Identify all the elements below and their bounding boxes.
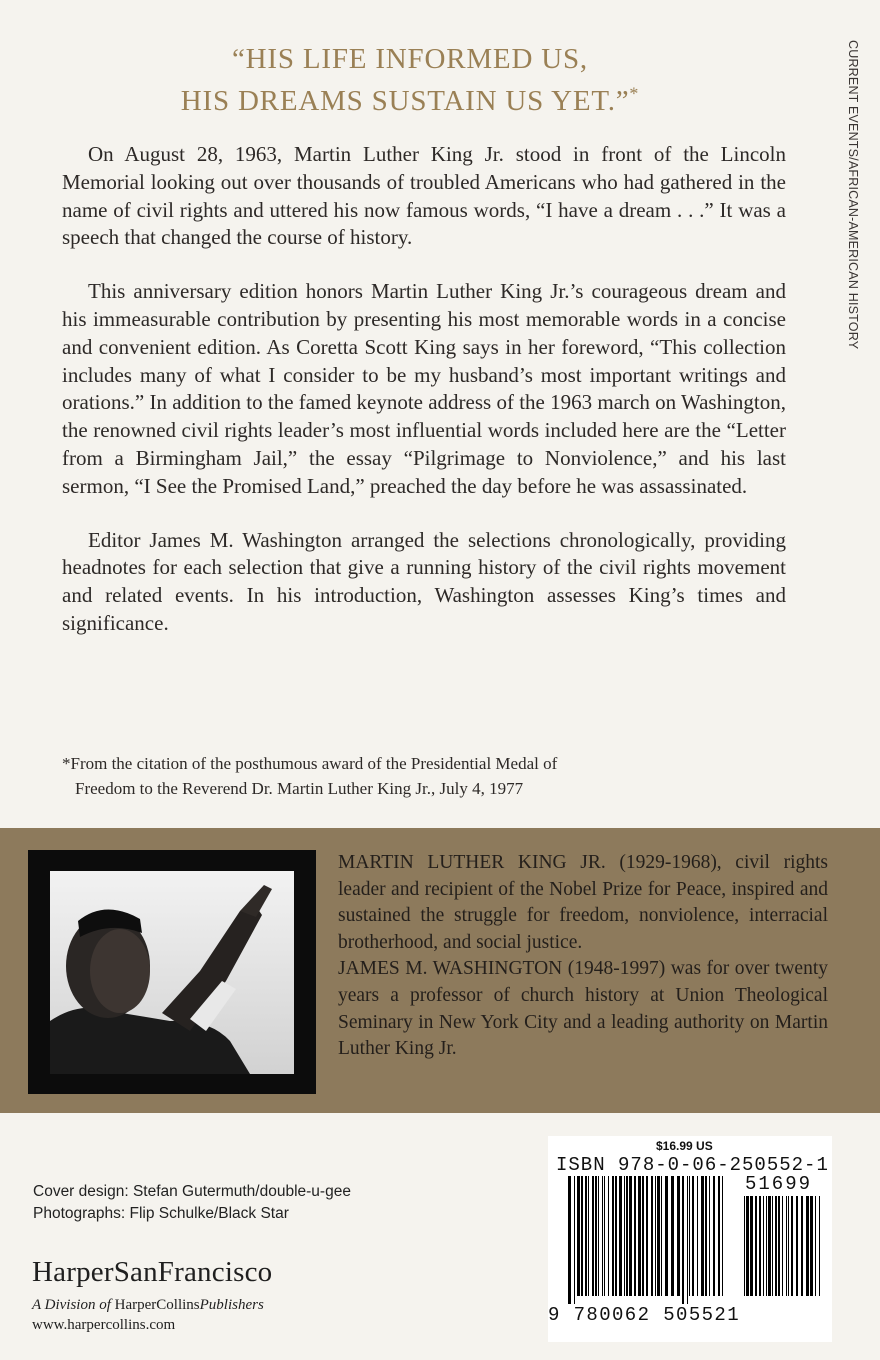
footnote xyxy=(62,751,762,801)
barcode-bar xyxy=(642,1176,644,1296)
barcode-bar xyxy=(608,1176,609,1296)
barcode-bar xyxy=(772,1196,773,1296)
barcode-bar xyxy=(791,1196,793,1296)
barcode-bar xyxy=(810,1196,813,1296)
bio-washington: JAMES M. WASHINGTON (1948-1997) was for over twenty years a professor of church history at Union Theological Seminary in New York City and a leading authority on Martin Luther King Jr. xyxy=(338,958,828,1060)
quote-line-2-text: HIS DREAMS SUSTAIN US YET.” xyxy=(180,85,630,117)
barcode-bar xyxy=(722,1176,723,1296)
category-label: CURRENT EVENTS/AFRICAN-AMERICAN HISTORY xyxy=(846,40,860,350)
paragraph-2: This anniversary edition honors Martin Luther King Jr.’s courageous dream and his immeasurable contribution by presenting his most memorable words in a concise and convenient edition. As Coretta Scott King says in her foreword, “This collection includes many of what I consider to be my husband’s most important writings and orations.” In addition to the famed keynote address of the 1963 march on Washington, the renowned civil rights leader’s most influential words included here are the “Letter from a Birmingham Jail,” the essay “Pilgrimage to Nonviolence,” and his last sermon, “I See the Promised Land,” preached the day before he was assassinated. xyxy=(62,279,786,498)
barcode-bar xyxy=(581,1176,583,1296)
addon-barcode-bars xyxy=(744,1196,824,1304)
barcode-bar xyxy=(718,1176,720,1296)
barcode-bar xyxy=(604,1176,605,1296)
price: $16.99 US xyxy=(656,1139,713,1153)
publisher-website: www.harpercollins.com xyxy=(32,1317,176,1333)
barcode-bar xyxy=(671,1176,674,1296)
division-name: HarperCollins xyxy=(114,1297,200,1313)
author-photo xyxy=(50,871,294,1074)
barcode-bar xyxy=(619,1176,622,1296)
barcode-bar xyxy=(705,1176,707,1296)
quote-footnote-marker: * xyxy=(629,83,640,104)
publisher-division xyxy=(32,1297,264,1314)
division-suffix: Publishers xyxy=(199,1297,264,1313)
barcode-bar xyxy=(577,1176,580,1296)
barcode-bar xyxy=(788,1196,789,1296)
barcode xyxy=(548,1136,832,1342)
barcode-bar xyxy=(689,1176,690,1296)
barcode-bar xyxy=(651,1176,653,1296)
footnote-line-1: *From the citation of the posthumous award of the Presidential Medal of xyxy=(62,754,558,773)
barcode-bar xyxy=(701,1176,704,1296)
barcode-bar xyxy=(629,1176,632,1296)
barcode-bar xyxy=(595,1176,597,1296)
barcode-bar xyxy=(626,1176,628,1296)
barcode-bar xyxy=(815,1196,816,1296)
footnote-line-2: Freedom to the Reverend Dr. Martin Luther King Jr., July 4, 1977 xyxy=(75,779,524,798)
barcode-bar xyxy=(602,1176,603,1296)
pull-quote xyxy=(60,38,760,122)
author-bios xyxy=(338,850,828,1063)
author-band xyxy=(0,828,880,1113)
barcode-bar xyxy=(612,1176,614,1296)
barcode-bar xyxy=(796,1196,798,1296)
cover-design-credit: Cover design: Stefan Gutermuth/double-u-gee xyxy=(33,1183,351,1200)
barcode-bar xyxy=(766,1196,767,1296)
barcode-bar xyxy=(768,1196,771,1296)
barcode-bar xyxy=(655,1176,656,1296)
barcode-bar xyxy=(778,1196,780,1296)
barcode-bar xyxy=(786,1196,787,1296)
paragraph-1: On August 28, 1963, Martin Luther King Jr. stood in front of the Lincoln Memorial looking out over thousands of troubled Americans who had gathered in the name of civil rights and uttered his now famous words, “I have a dream . . .” It was a speech that changed the course of history. xyxy=(62,142,786,250)
author-photo-frame xyxy=(28,850,316,1094)
quote-line-2 xyxy=(60,80,760,122)
barcode-bar xyxy=(763,1196,764,1296)
barcode-bar xyxy=(755,1196,757,1296)
barcode-bar xyxy=(624,1176,625,1296)
description xyxy=(62,141,786,664)
publisher-logo: HarperSanFrancisco xyxy=(32,1256,273,1288)
barcode-bar xyxy=(646,1176,648,1296)
isbn: ISBN 978-0-06-250552-1 xyxy=(556,1154,829,1176)
barcode-bar xyxy=(759,1196,761,1296)
barcode-bar xyxy=(665,1176,668,1296)
barcode-bar xyxy=(585,1176,587,1296)
barcode-bar xyxy=(638,1176,641,1296)
bio-king: MARTIN LUTHER KING JR. (1929-1968), civil rights leader and recipient of the Nobel Prize for Peace, inspired and sustained the struggle for freedom, nonviolence, interracial brotherhood, and social justice. xyxy=(338,852,828,953)
barcode-bars xyxy=(568,1176,728,1304)
barcode-bar xyxy=(677,1176,680,1296)
photo-illustration xyxy=(50,871,294,1074)
barcode-bar xyxy=(592,1176,594,1296)
quote-line-1: “HIS LIFE INFORMED US, xyxy=(232,43,588,75)
barcode-bar xyxy=(750,1196,753,1296)
barcode-bar xyxy=(615,1176,617,1296)
division-prefix: A Division of xyxy=(32,1297,111,1313)
price-addon-code: 51699 xyxy=(745,1173,813,1195)
barcode-bar xyxy=(692,1176,694,1296)
barcode-bar xyxy=(744,1196,745,1296)
barcode-bar xyxy=(682,1176,684,1304)
barcode-bar xyxy=(697,1176,698,1296)
barcode-bar xyxy=(598,1176,599,1296)
barcode-bar xyxy=(801,1196,803,1296)
credits xyxy=(33,1181,351,1225)
barcode-bar xyxy=(709,1176,710,1296)
barcode-bar xyxy=(657,1176,660,1296)
barcode-digits: 9 780062 505521 xyxy=(548,1304,741,1326)
barcode-bar xyxy=(775,1196,777,1296)
photograph-credit: Photographs: Flip Schulke/Black Star xyxy=(33,1205,289,1222)
barcode-bar xyxy=(746,1196,749,1296)
barcode-bar xyxy=(634,1176,636,1296)
paragraph-3: Editor James M. Washington arranged the selections chronologically, providing headnotes for each selection that give a running history of the civil rights movement and related events. In his introduction, Washington assesses King’s times and significance. xyxy=(62,527,786,635)
barcode-bar xyxy=(819,1196,820,1296)
barcode-bar xyxy=(713,1176,715,1296)
barcode-bar xyxy=(574,1176,575,1304)
barcode-bar xyxy=(806,1196,809,1296)
barcode-bar xyxy=(588,1176,589,1296)
barcode-bar xyxy=(687,1176,688,1304)
barcode-bar xyxy=(568,1176,571,1304)
barcode-bar xyxy=(661,1176,662,1296)
barcode-bar xyxy=(782,1196,783,1296)
